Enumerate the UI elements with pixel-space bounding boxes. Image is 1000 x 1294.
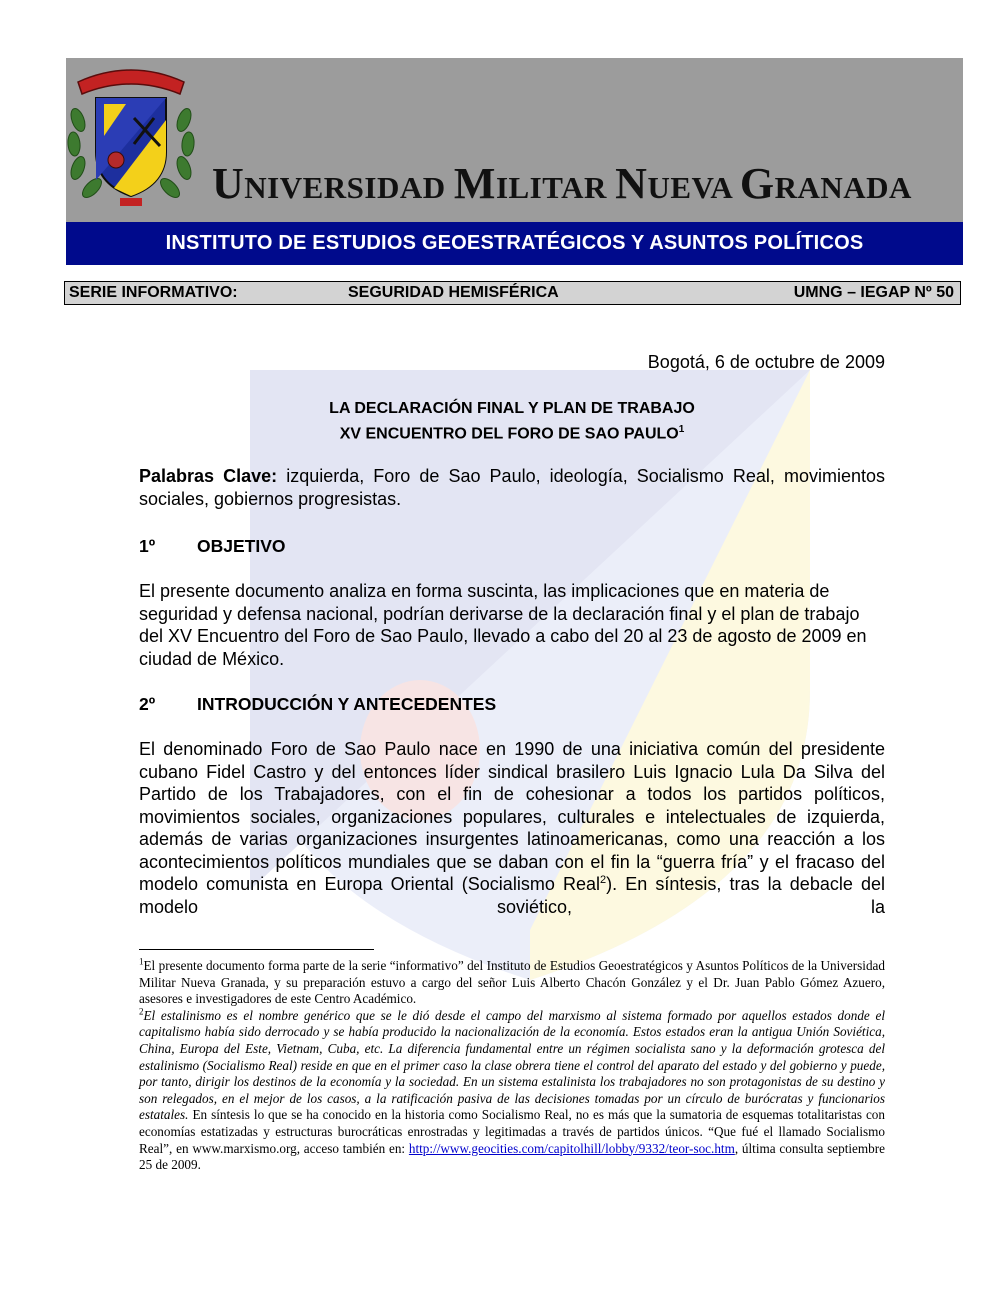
footnote-ref-2[interactable]: 2	[599, 874, 607, 886]
objective-paragraph: El presente documento analiza en forma suscinta, las implicaciones que en materia de seguridad y defensa nacional, podrían derivarse de la declaración final y el plan de trabajo del XV Encuentro del Foro de Sao Paulo, llevado a cabo del 20 al 23 de agosto de 2009 en ciudad de México.	[139, 581, 867, 669]
title-line-1: LA DECLARACIÓN FINAL Y PLAN DE TRABAJO	[329, 400, 695, 417]
title-line-2: XV ENCUENTRO DEL FORO DE SAO PAULO$^1$	[339, 424, 685, 443]
document-title	[139, 398, 885, 444]
serie-label: SERIE INFORMATIVO:	[69, 284, 238, 301]
serie-number: UMNG – IEGAP Nº 50	[793, 284, 954, 301]
footnote-ref-1[interactable]: 1	[678, 424, 685, 435]
institute-title: INSTITUTO DE ESTUDIOS GEOESTRATÉGICOS Y ASUNTOS POLÍTICOS	[66, 222, 963, 265]
footnote-2: $^2$El estalinismo es el nombre genérico que se le dió desde el campo del marxismo al sistema formado por aquellos estados donde el capitalismo había sido derrocado y se había producido la nacionalización de la economía. Estos estados eran la antigua Unión Soviética, China, Europa del Este, Vietnam, Cuba, etc. La diferencia fundamental entre un régimen socialista sano y la deformación grotesca del estalinismo (Socialismo Real) reside en que en el primer caso la clase obrera tiene el control del aparato del estado y del gobierno y puede, por tanto, dirigir los destinos de la economía y la sociedad. En un sistema estalinista los trabajadores no son protagonistas de su destino y son relegados, en el mejor de los casos, a la ratificación pasiva de las decisiones tomadas por un círculo de burócratas y funcionarios estatales. En síntesis lo que se ha conocido en la historia como Socialismo Real, no es más que la sumatoria de esquemas totalitaristas con economías estatizadas y estructuras burocráticas enrostradas y legitimadas a través de partidos únicos. “Que fué el llamado Socialismo Real”, en www.marxismo.org, acceso también en: http://www.geocities.com/capitolhill/lobby/9332/teor-soc.htm, última consulta septiembre 25 de 2009.	[139, 1006, 885, 1173]
keywords-paragraph	[139, 465, 885, 510]
keywords-label: Palabras Clave:	[139, 466, 278, 486]
university-name: UNIVERSIDAD MILITAR NUEVA GRANADA	[212, 159, 912, 208]
document-date: Bogotá, 6 de octubre de 2009	[647, 352, 885, 372]
serie-topic: SEGURIDAD HEMISFÉRICA	[348, 284, 559, 301]
footnote-1: $^1$El presente documento forma parte de la serie “informativo” del Instituto de Estudios Geoestratégicos y Asuntos Políticos de la Universidad Militar Nueva Granada, y su preparación estuvo a cargo del señor Luis Alberto Chacón González y el Dr. Juan Pablo Gómez Azuero, asesores e investigadores de este Centro Académico.	[139, 956, 885, 1007]
geocities-link[interactable]: http://www.geocities.com/capitolhill/lobby/9332/teor-soc.htm	[408, 1140, 735, 1156]
serie-bar	[64, 281, 961, 305]
footnote-separator	[139, 949, 374, 950]
footnotes	[139, 958, 885, 1174]
introduction-paragraph: El denominado Foro de Sao Paulo nace en 1990 de una iniciativa común del presidente cubano Fidel Castro y del entonces líder sindical brasilero Luis Ignacio Lula Da Silva del Partido de los Trabajadores, con el fin de cohesionar a todos los partidos políticos, movimientos sociales, organizaciones populares, culturales e intelectuales de izquierda, además de varias organizaciones insurgentes latinoamericanas, como una reacción a los acontecimientos políticos mundiales que se daban con el fin la “guerra fría” y el fracaso del modelo comunista en Europa Oriental (Socialismo Real$^2$). En síntesis, tras la debacle del modelo soviético, la	[139, 739, 885, 917]
section-heading-introduccion: 2º INTRODUCCIÓN Y ANTECEDENTES	[139, 694, 497, 714]
university-crest-icon	[64, 60, 198, 210]
section-heading-objetivo: 1º OBJETIVO	[139, 536, 286, 556]
keywords-text: izquierda, Foro de Sao Paulo, ideología, Socialismo Real, movimientos sociales, gobiernos progresistas.	[139, 466, 885, 509]
